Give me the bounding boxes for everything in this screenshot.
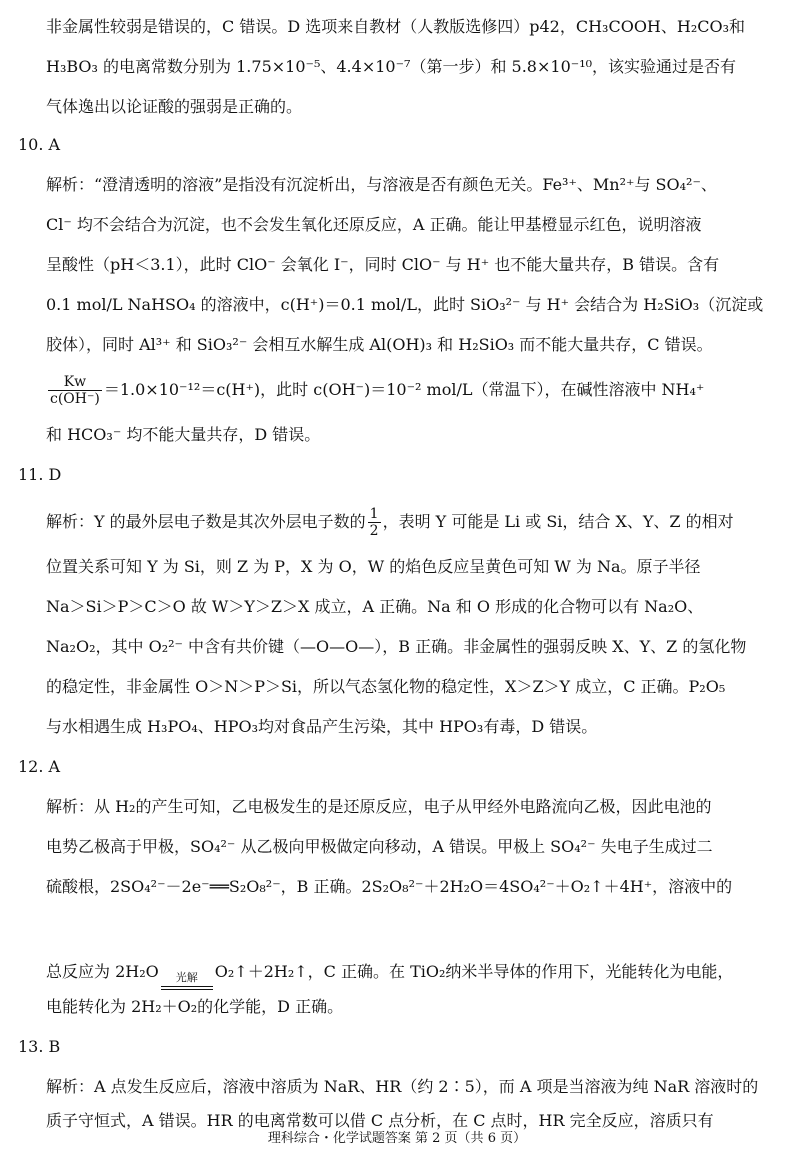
text-line: 电势乙极高于甲极，SO₄²⁻ 从乙极向甲极做定向移动，A 错误。甲极上 SO₄²⁻ 失电子生成过二 bbox=[46, 837, 713, 856]
q11-prefix: 解析：Y 的最外层电子数是其次外层电子数的 bbox=[46, 512, 366, 531]
photolysis-arrow bbox=[161, 972, 213, 990]
half-numerator: 1 bbox=[369, 506, 379, 522]
text-line: 的稳定性，非金属性 O＞N＞P＞Si，所以气态氢化物的稳定性，X＞Z＞Y 成立，C 正确。P₂O₅ bbox=[46, 677, 726, 696]
text-line: 胶体），同时 Al³⁺ 和 SiO₃²⁻ 会相互水解生成 Al(OH)₃ 和 H₂SiO₃ 而不能大量共存，C 错误。 bbox=[46, 335, 713, 354]
equals-bar bbox=[161, 986, 213, 990]
question-number: 11. D bbox=[18, 465, 62, 484]
text-line: 和 HCO₃⁻ 均不能大量共存，D 错误。 bbox=[46, 425, 321, 444]
text-line: 解析：从 H₂的产生可知，乙电极发生的是还原反应，电子从甲经外电路流向乙极，因此电池的 bbox=[46, 797, 712, 816]
question-number: 12. A bbox=[18, 757, 61, 776]
text-line: 0.1 mol/L NaHSO₄ 的溶液中，c(H⁺)＝0.1 mol/L，此时 SiO₃²⁻ 与 H⁺ 会结合为 H₂SiO₃（沉淀或 bbox=[46, 295, 764, 314]
kw-fraction bbox=[48, 374, 102, 407]
text-line: Na＞Si＞P＞C＞O 故 W＞Y＞Z＞X 成立，A 正确。Na 和 O 形成的化合物可以有 Na₂O、 bbox=[46, 597, 704, 616]
text-line: 位置关系可知 Y 为 Si，则 Z 为 P，X 为 O，W 的焰色反应呈黄色可知 W 为 Na。原子半径 bbox=[46, 557, 701, 576]
text-line: Cl⁻ 均不会结合为沉淀，也不会发生氧化还原反应，A 正确。能让甲基橙显示红色，说明溶液 bbox=[46, 215, 702, 234]
text-line: 非金属性较弱是错误的，C 错误。D 选项来自教材（人教版选修四）p42，CH₃COOH、H₂CO₃和 bbox=[46, 17, 746, 36]
text-line: 解析：“澄清透明的溶液”是指没有沉淀析出，与溶液是否有颜色无关。Fe³⁺、Mn²⁺与 SO₄²⁻、 bbox=[46, 175, 717, 194]
question-number: 13. B bbox=[18, 1037, 61, 1056]
half-fraction bbox=[368, 506, 381, 539]
text-line: 解析：A 点发生反应后，溶液中溶质为 NaR、HR（约 2∶5），而 A 项是当溶液为纯 NaR 溶液时的 bbox=[46, 1077, 759, 1096]
text-line: 呈酸性（pH＜3.1），此时 ClO⁻ 会氧化 I⁻，同时 ClO⁻ 与 H⁺ 也不能大量共存，B 错误。含有 bbox=[46, 255, 720, 274]
text-line-q12-eq bbox=[46, 954, 776, 990]
kw-denominator: c(OH⁻) bbox=[50, 391, 100, 407]
text-line: 硫酸根，2SO₄²⁻－2e⁻══S₂O₈²⁻，B 正确。2S₂O₈²⁻＋2H₂O＝4SO₄²⁻＋O₂↑＋4H⁺，溶液中的 bbox=[46, 877, 733, 896]
text-line: 质子守恒式，A 错误。HR 的电离常数可以借 C 点分析，在 C 点时，HR 完全反应，溶质只有 bbox=[46, 1111, 714, 1130]
kw-numerator: Kw bbox=[48, 374, 102, 391]
half-denominator: 2 bbox=[369, 523, 379, 539]
text-line: Na₂O₂，其中 O₂²⁻ 中含有共价键（—O—O—），B 正确。非金属性的强弱反映 X、Y、Z 的氢化物 bbox=[46, 637, 747, 656]
q11-line-text: ，表明 Y 可能是 Li 或 Si，结合 X、Y、Z 的相对 bbox=[382, 512, 734, 531]
text-line: H₃BO₃ 的电离常数分别为 1.75×10⁻⁵、4.4×10⁻⁷（第一步）和 5.8×10⁻¹⁰，该实验通过是否有 bbox=[46, 57, 737, 76]
kw-line-text: ＝1.0×10⁻¹²＝c(H⁺)，此时 c(OH⁻)＝10⁻² mol/L（常温下），在碱性溶液中 NH₄⁺ bbox=[103, 380, 705, 399]
text-line: 与水相遇生成 H₃PO₄、HPO₃均对食品产生污染，其中 HPO₃有毒，D 错误。 bbox=[46, 717, 598, 736]
q12-eq-prefix: 总反应为 2H₂O bbox=[46, 962, 159, 981]
text-line-kw bbox=[46, 370, 776, 410]
text-line-q11 bbox=[46, 502, 776, 542]
text-line: 电能转化为 2H₂＋O₂的化学能，D 正确。 bbox=[46, 997, 344, 1016]
photolysis-label: 光解 bbox=[175, 971, 198, 984]
q12-eq-text: O₂↑＋2H₂↑，C 正确。在 TiO₂纳米半导体的作用下，光能转化为电能， bbox=[214, 962, 734, 981]
page-footer: 理科综合・化学试题答案 第 2 页（共 6 页） bbox=[267, 1131, 527, 1146]
text-line: 气体逸出以论证酸的强弱是正确的。 bbox=[46, 97, 303, 116]
question-number: 10. A bbox=[18, 135, 61, 154]
